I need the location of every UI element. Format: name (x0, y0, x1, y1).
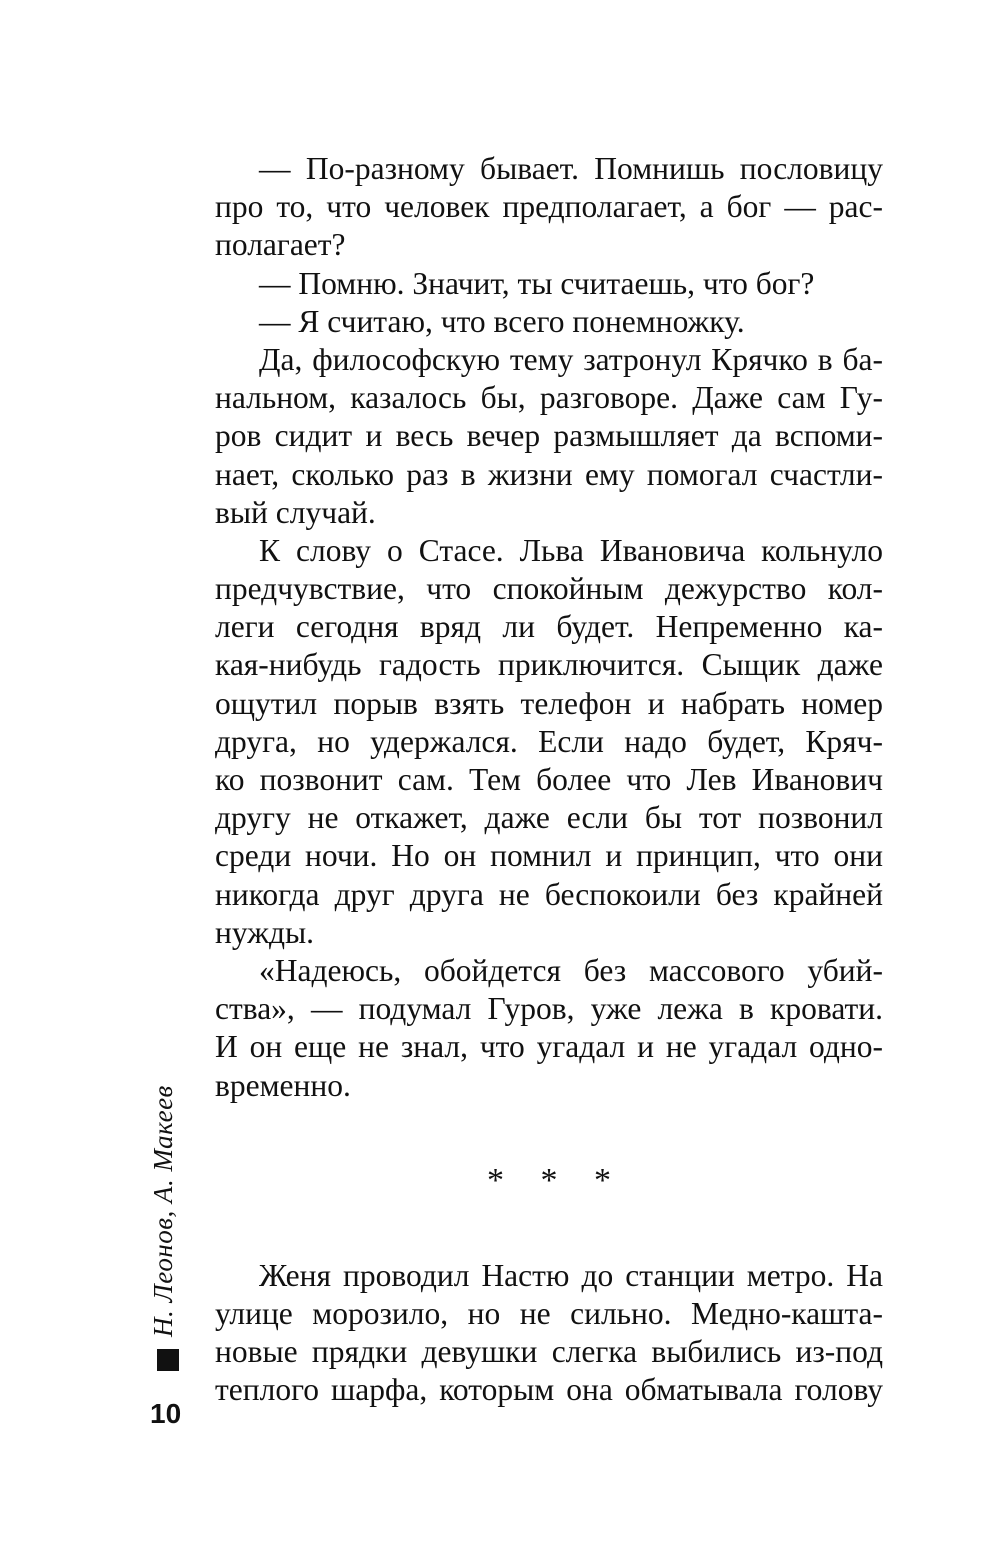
text-line: Женя проводил Настю до станции метро. На (259, 1257, 883, 1293)
text-line: ко позвонит сам. Тем более что Лев Иванович (215, 762, 883, 797)
text-line: никогда друг друга не беспокоили без крайней (215, 876, 883, 912)
text-line: — Я считаю, что всего понемножку. (259, 303, 745, 339)
text-line: друга, но удержался. Если надо будет, Кряч- (215, 723, 883, 759)
text-line: про то, что человек предполагает, а бог — рас- (215, 189, 883, 225)
text-line: ства», — подумал Гуров, уже лежа в кровати. (215, 991, 883, 1027)
text-line: И он еще не знал, что угадал и не угадал одно- (215, 1029, 883, 1065)
text-line: полагает? (215, 227, 346, 263)
text-line: нальном, казалось бы, разговоре. Даже сам Гу- (215, 380, 883, 416)
text-section-before-separator (215, 150, 883, 1105)
text-line: — Помню. Значит, ты считаешь, что бог? (259, 265, 815, 301)
text-line: улице морозило, но не сильно. Медно-кашта- (215, 1295, 883, 1331)
black-square-marker (157, 1349, 179, 1371)
text-line: кая-нибудь гадость приключится. Сыщик даже (215, 647, 883, 683)
text-line: нает, сколько раз в жизни ему помогал счастли- (215, 456, 883, 492)
running-head-authors: Н. Леонов, А. Макеев (148, 1085, 178, 1337)
text-line: среди ночи. Но он помнил и принцип, что они (215, 838, 883, 874)
text-line: вый случай. (215, 494, 376, 530)
page-body (215, 150, 883, 1409)
text-line: К слову о Стасе. Льва Ивановича кольнуло (259, 532, 883, 568)
page-number: 10 (150, 1398, 182, 1429)
text-line: леги сегодня вряд ли будет. Непременно ка- (215, 609, 883, 645)
text-line: ров сидит и весь вечер размышляет да вспоми- (215, 418, 883, 454)
text-line: другу не откажет, даже если бы тот позвонил (215, 800, 883, 836)
text-line: предчувствие, что спокойным дежурство кол- (215, 571, 883, 607)
text-line: — По-разному бывает. Помнишь пословицу (259, 151, 883, 186)
text-line: нужды. (215, 914, 315, 950)
section-separator: * * * (487, 1161, 625, 1199)
text-line: ощутил порыв взять телефон и набрать номер (215, 685, 883, 721)
text-line: временно. (215, 1067, 351, 1103)
text-line: Да, философскую тему затронул Крячко в ба- (259, 341, 883, 377)
text-section-after-separator (215, 1257, 883, 1410)
text-line: теплого шарфа, которым она обматывала голову (215, 1372, 883, 1408)
text-line: «Надеюсь, обойдется без массового убий- (259, 952, 883, 988)
text-line: новые прядки девушки слегка выбились из-под (215, 1334, 883, 1370)
